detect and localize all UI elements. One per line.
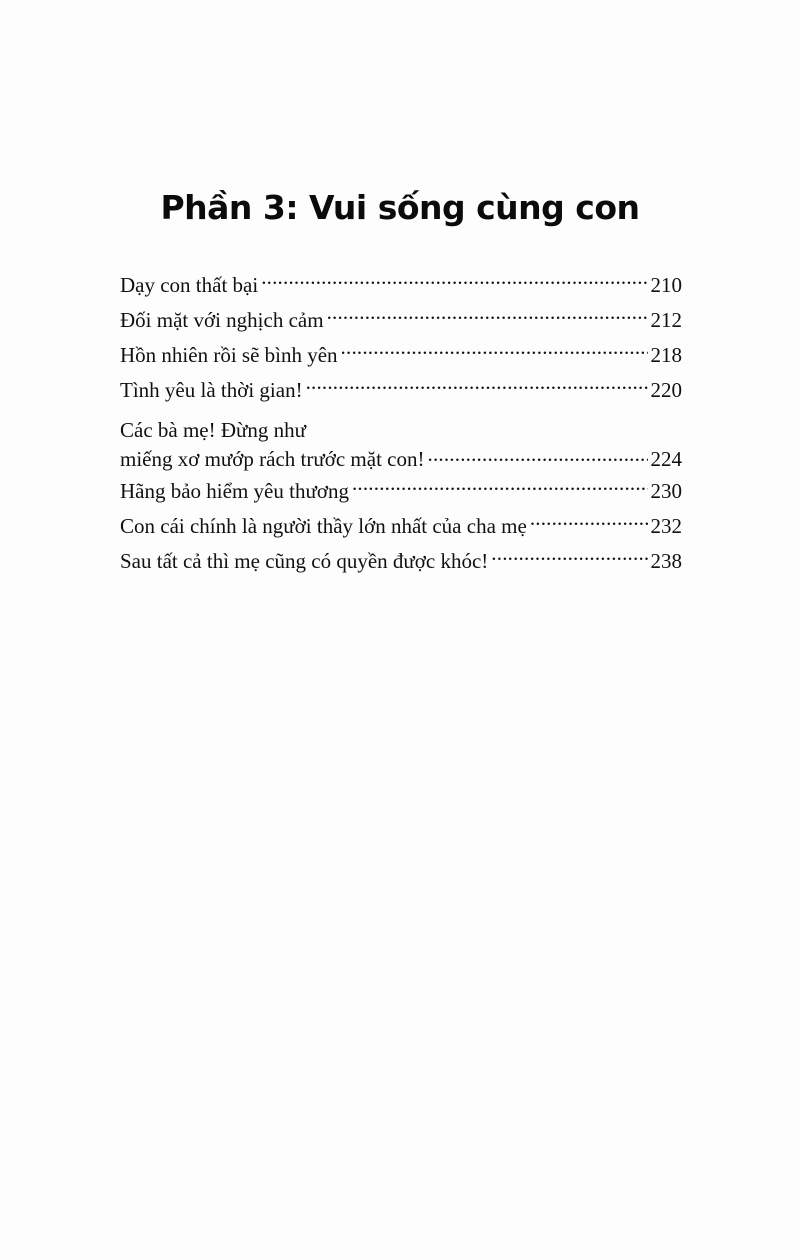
toc-entry-title: Tình yêu là thời gian!	[120, 378, 303, 402]
toc-entry	[120, 268, 682, 303]
table-of-contents	[120, 268, 682, 579]
toc-entry-page: 224	[650, 447, 682, 471]
dot-leader	[261, 271, 647, 292]
dot-leader	[341, 341, 648, 362]
toc-entry	[120, 474, 682, 509]
dot-leader	[306, 376, 648, 397]
dot-leader	[428, 445, 648, 466]
toc-entry	[120, 416, 682, 474]
dot-leader	[352, 477, 648, 498]
toc-entry	[120, 509, 682, 544]
toc-entry-title: Dạy con thất bại	[120, 273, 259, 297]
toc-entry	[120, 338, 682, 373]
toc-entry-title-line1: Các bà mẹ! Đừng như	[120, 418, 307, 442]
toc-entry-page: 238	[650, 549, 682, 573]
toc-entry	[120, 373, 682, 408]
toc-entry-page: 230	[650, 479, 682, 503]
toc-entry-page: 218	[650, 343, 682, 367]
toc-entry-title: Hồn nhiên rồi sẽ bình yên	[120, 343, 338, 367]
toc-entry-title-line2: miếng xơ mướp rách trước mặt con!	[120, 447, 425, 471]
toc-entry	[120, 303, 682, 338]
toc-entry-page: 212	[650, 308, 682, 332]
toc-entry-page: 210	[650, 273, 682, 297]
toc-entry	[120, 544, 682, 579]
toc-entry-title: Hãng bảo hiểm yêu thương	[120, 479, 349, 503]
dot-leader	[530, 512, 648, 533]
toc-entry-title: Sau tất cả thì mẹ cũng có quyền được khóc!	[120, 549, 489, 573]
dot-leader	[491, 547, 647, 568]
toc-entry-page: 220	[650, 378, 682, 402]
toc-entry-title: Con cái chính là người thầy lớn nhất của cha mẹ	[120, 514, 527, 538]
toc-entry-title: Đối mặt với nghịch cảm	[120, 308, 324, 332]
toc-entry-page: 232	[650, 514, 682, 538]
section-title: Phần 3: Vui sống cùng con	[160, 188, 640, 227]
dot-leader	[327, 306, 648, 327]
